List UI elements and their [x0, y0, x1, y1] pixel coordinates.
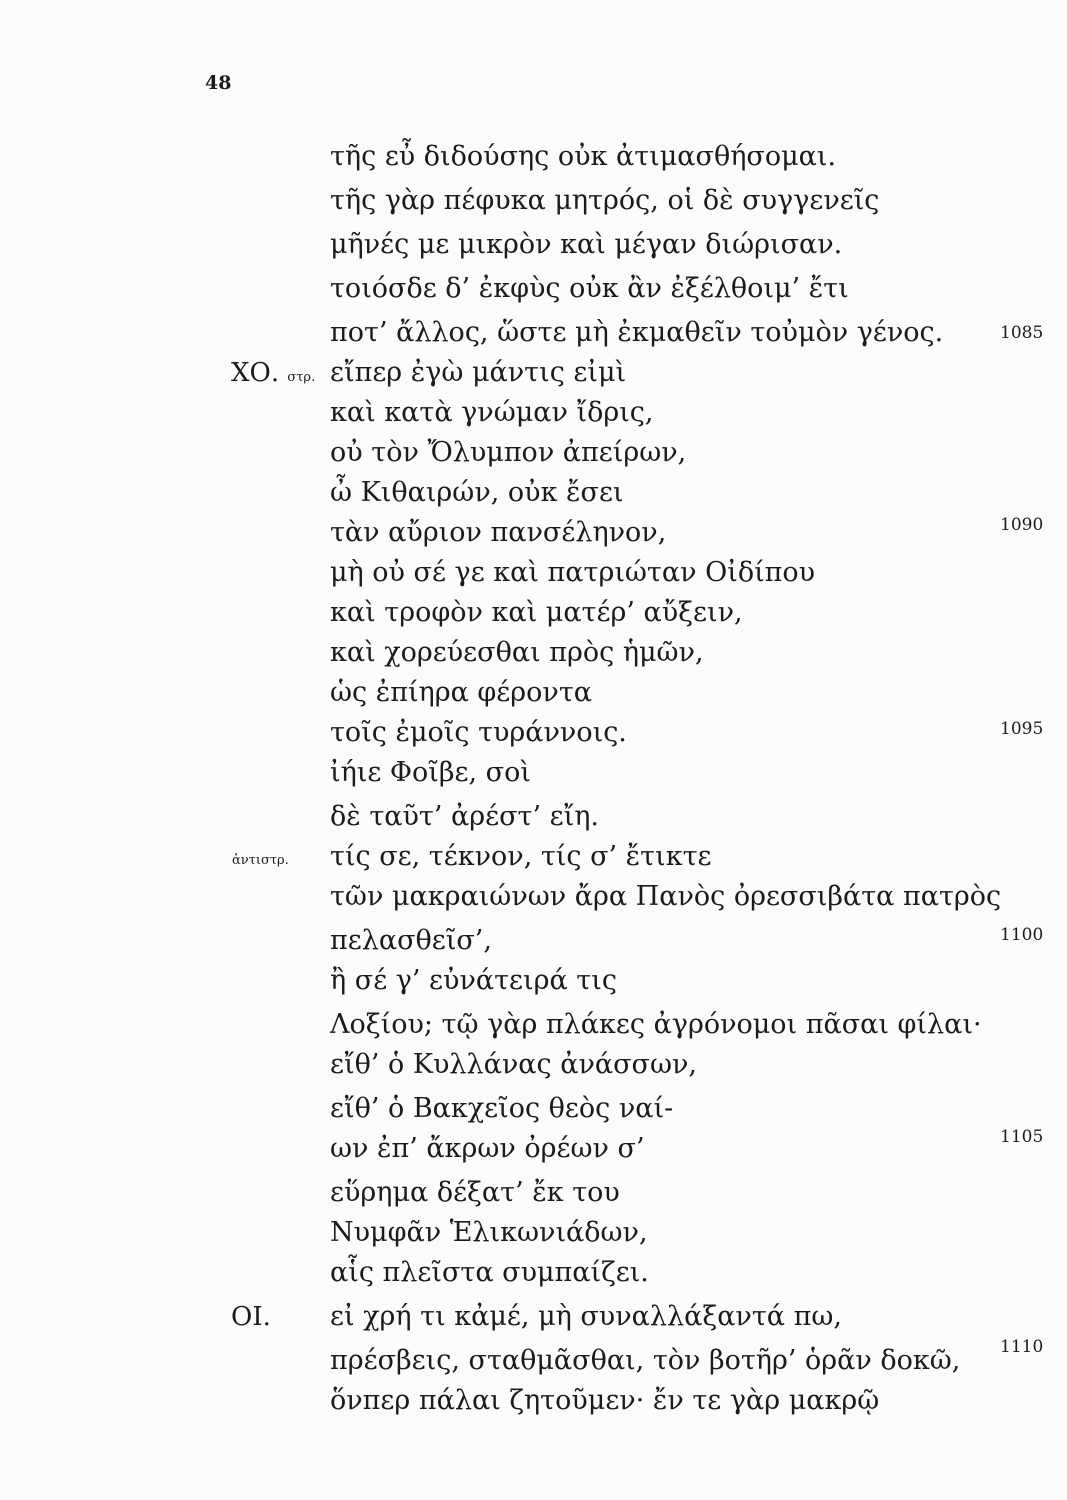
- verse-line: τοῖς ἐμοῖς τυράννοις.: [330, 717, 627, 748]
- verse-line: εἰ χρή τι κἀμέ, μὴ συναλλάξαντά πω,: [330, 1301, 842, 1332]
- verse-line: ὅνπερ πάλαι ζητοῦμεν· ἔν τε γὰρ μακρῷ: [330, 1385, 880, 1416]
- verse-line: Νυμφᾶν Ἑλικωνιάδων,: [330, 1217, 648, 1248]
- verse-line: πελασθεῖσ’,: [330, 925, 492, 956]
- verse-line: τῆς γὰρ πέφυκα μητρός, οἱ δὲ συγγενεῖς: [330, 185, 880, 216]
- verse-line: ὦ Κιθαιρών, οὐκ ἔσει: [330, 477, 624, 508]
- verse-line: τῶν μακραιώνων ἄρα Πανὸς ὀρεσσιβάτα πατρὸς: [330, 881, 1002, 912]
- verse-line: ὡς ἐπίηρα φέροντα: [330, 677, 593, 708]
- verse-line: μὴ οὐ σέ γε καὶ πατριώταν Οἰδίπου: [330, 557, 816, 588]
- line-number: 1090: [1000, 515, 1044, 535]
- line-number: 1100: [1000, 925, 1044, 945]
- verse-line: τίς σε, τέκνον, τίς σ’ ἔτικτε: [330, 841, 712, 872]
- verse-line: εἴθ’ ὁ Κυλλάνας ἀνάσσων,: [330, 1049, 697, 1080]
- line-number: 1110: [1000, 1337, 1044, 1357]
- verse-line: ων ἐπ’ ἄκρων ὀρέων σ’: [330, 1133, 645, 1164]
- verse-line: ποτ’ ἄλλος, ὥστε μὴ ἐκμαθεῖν τοὐμὸν γένος.: [330, 317, 944, 348]
- verse-line: καὶ χορεύεσθαι πρὸς ἡμῶν,: [330, 637, 704, 668]
- verse-line: τῆς εὖ διδούσης οὐκ ἀτιμασθήσομαι.: [330, 141, 837, 172]
- verse-line: μῆνές με μικρὸν καὶ μέγαν διώρισαν.: [330, 229, 843, 260]
- speaker-label-chorus: [231, 356, 315, 395]
- verse-line: δὲ ταῦτ’ ἀρέστ’ εἴη.: [330, 801, 599, 832]
- verse-line: εὕρημα δέξατ’ ἔκ του: [330, 1177, 620, 1208]
- verse-line: ἰήιε Φοῖβε, σοὶ: [330, 757, 531, 788]
- verse-line: Λοξίου; τῷ γὰρ πλάκες ἀγρόνομοι πᾶσαι φίλαι·: [330, 1009, 982, 1040]
- verse-line: τοιόσδε δ’ ἐκφὺς οὐκ ἂν ἐξέλθοιμ’ ἔτι: [330, 273, 849, 304]
- page-number: 48: [205, 72, 232, 94]
- speaker-name: ΧΟ.: [231, 358, 280, 388]
- strophe-marker: στρ.: [287, 370, 316, 385]
- line-number: 1105: [1000, 1127, 1044, 1147]
- speaker-label-oedipus: ΟΙ.: [231, 1302, 271, 1332]
- verse-line: καὶ τροφὸν καὶ ματέρ’ αὔξειν,: [330, 597, 743, 628]
- verse-line: καὶ κατὰ γνώμαν ἴδρις,: [330, 397, 654, 428]
- verse-line: εἴθ’ ὁ Βακχεῖος θεὸς ναί-: [330, 1093, 674, 1124]
- verse-line: αἷς πλεῖστα συμπαίζει.: [330, 1257, 649, 1288]
- verse-line: τὰν αὔριον πανσέληνον,: [330, 517, 667, 548]
- verse-line: ἢ σέ γ’ εὐνάτειρά τις: [330, 965, 617, 996]
- verse-line: εἴπερ ἐγὼ μάντις εἰμὶ: [330, 357, 627, 388]
- verse-line: πρέσβεις, σταθμᾶσθαι, τὸν βοτῆρ’ ὁρᾶν δοκῶ,: [330, 1345, 961, 1376]
- line-number: 1095: [1000, 719, 1044, 739]
- antistrophe-marker: ἀντιστρ.: [232, 853, 289, 868]
- verse-line: οὐ τὸν Ὄλυμπον ἀπείρων,: [330, 437, 687, 468]
- line-number: 1085: [1000, 323, 1044, 343]
